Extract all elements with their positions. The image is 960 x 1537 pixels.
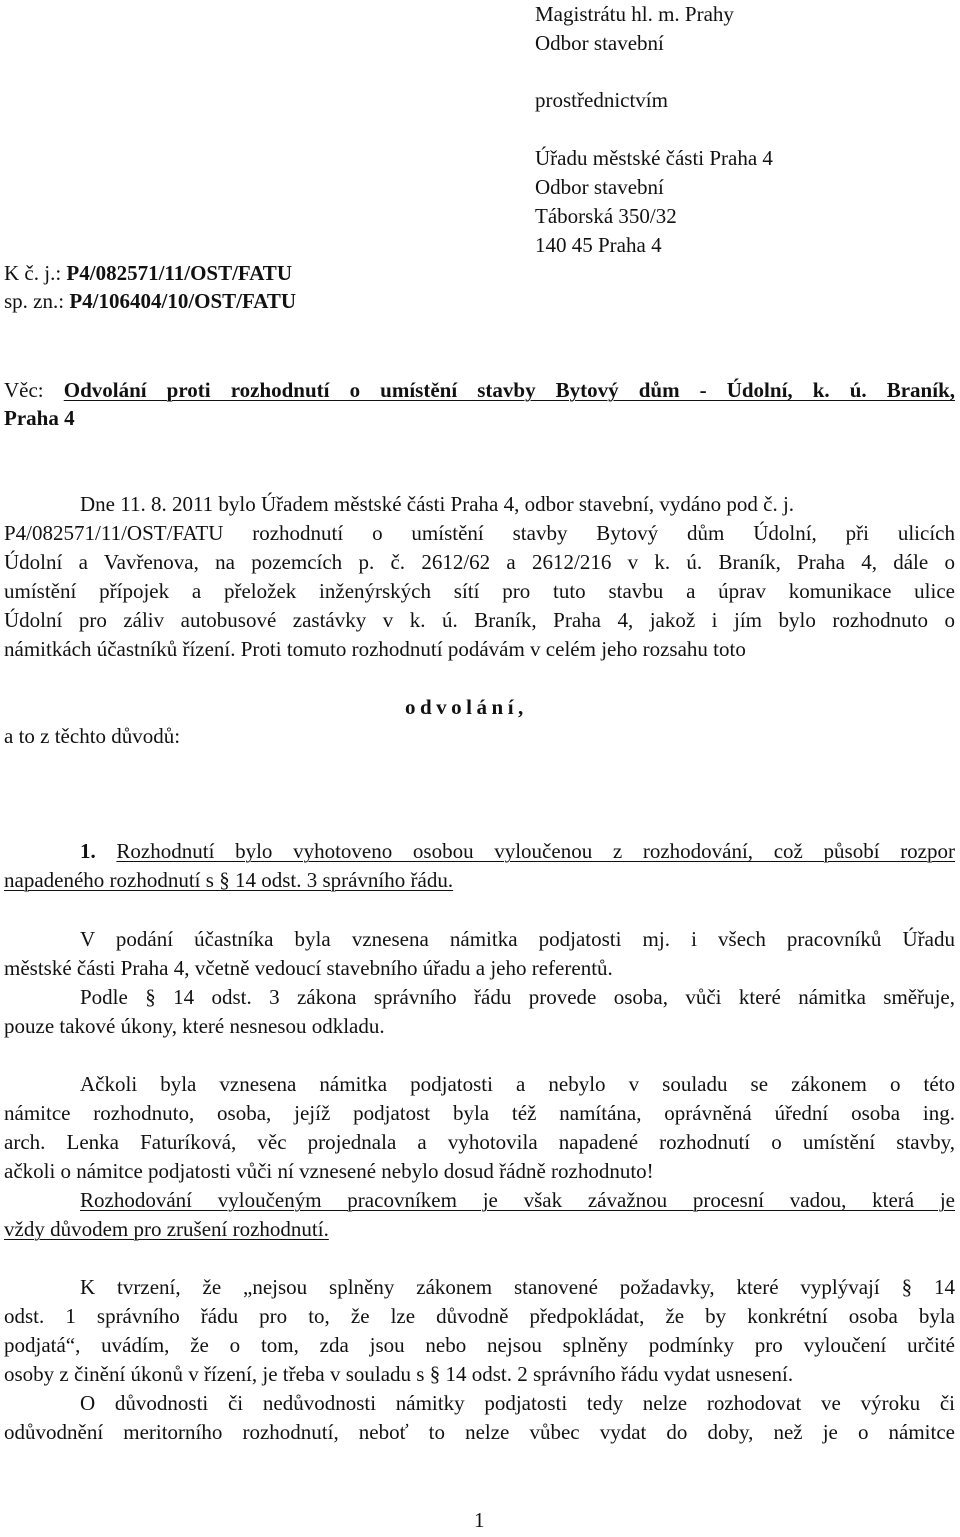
para3-line2: odst. 1 správního řádu pro to, že lze důvodně předpokládat, že by konkrétní osoba byla bbox=[4, 1304, 955, 1328]
para1-line4: pouze takové úkony, které nesnesou odkladu. bbox=[4, 1014, 385, 1038]
recipient-line1: Magistrátu hl. m. Prahy bbox=[535, 2, 734, 26]
intro-line2: P4/082571/11/OST/FATU rozhodnutí o umístění stavby Bytový dům Údolní, při ulicích bbox=[4, 521, 955, 545]
recipient-office1: Úřadu městské části Praha 4 bbox=[535, 146, 773, 170]
point1-number: 1. bbox=[80, 839, 96, 863]
para2-line4: ačkoli o námitce podjatosti vůči ní vznesené nebylo dosud řádně rozhodnuto! bbox=[4, 1159, 654, 1183]
subject-text: Odvolání proti rozhodnutí o umístění stavby Bytový dům - Údolní, k. ú. Braník, bbox=[63, 378, 955, 402]
subject-line2: Praha 4 bbox=[4, 406, 75, 430]
para2-line5: Rozhodování vyloučeným pracovníkem je však závažnou procesní vadou, která je bbox=[80, 1188, 955, 1212]
para1-line1: V podání účastníka byla vznesena námitka podjatosti mj. i všech pracovníků Úřadu bbox=[80, 927, 955, 951]
page-number: 1 bbox=[474, 1508, 485, 1532]
para3-line3: podjatá“, uvádím, že o tom, zda jsou nebo nejsou splněny podmínky pro vyloučení určité bbox=[4, 1333, 955, 1357]
para2-line6: vždy důvodem pro zrušení rozhodnutí. bbox=[4, 1217, 329, 1241]
intro-line3: Údolní a Vavřenova, na pozemcích p. č. 2612/62 a 2612/216 v k. ú. Braník, Praha 4, dále o bbox=[4, 550, 955, 574]
ref-kcj bbox=[4, 260, 292, 286]
subject-line1 bbox=[4, 377, 955, 403]
para2-line1: Ačkoli byla vznesena námitka podjatosti a nebylo v souladu se zákonem o této bbox=[80, 1072, 955, 1096]
recipient-office2: Odbor stavební bbox=[535, 175, 664, 199]
para3-line4: osoby z činění úkonů v řízení, je třeba v souladu s § 14 odst. 2 správního řádu vydat usnesení. bbox=[4, 1362, 794, 1386]
recipient-city: 140 45 Praha 4 bbox=[535, 233, 662, 257]
para1-line2: městské části Praha 4, včetně vedoucí stavebního úřadu a jeho referentů. bbox=[4, 956, 613, 980]
ref-kcj-label: K č. j.: bbox=[4, 261, 62, 285]
ref-kcj-value: P4/082571/11/OST/FATU bbox=[66, 261, 292, 285]
recipient-line2: Odbor stavební bbox=[535, 31, 664, 55]
point1-line2: napadeného rozhodnutí s § 14 odst. 3 správního řádu. bbox=[4, 868, 454, 892]
para2-line3: arch. Lenka Faturíková, věc projednala a vyhotovila napadené rozhodnutí o umístění stavby, bbox=[4, 1130, 955, 1154]
para2-line2: námitce rozhodnuto, osoba, jejíž podjatost byla též namítána, oprávněná úřední osoba ing. bbox=[4, 1101, 955, 1125]
subject-label: Věc: bbox=[4, 378, 44, 402]
para3-line6: odůvodnění meritorního rozhodnutí, neboť to nelze vůbec vydat do doby, než je o námitce bbox=[4, 1420, 955, 1444]
point1-line1 bbox=[80, 838, 955, 864]
ref-spzn-label: sp. zn.: bbox=[4, 289, 65, 313]
intro-line6: námitkách účastníků řízení. Proti tomuto rozhodnutí podávám v celém jeho rozsahu toto bbox=[4, 637, 746, 661]
para1-line3: Podle § 14 odst. 3 zákona správního řádu provede osoba, vůči které námitka směřuje, bbox=[80, 985, 955, 1009]
appeal-heading: odvolání, bbox=[405, 695, 528, 719]
ref-spzn bbox=[4, 288, 296, 314]
point1-text1: Rozhodnutí bylo vyhotoveno osobou vyloučenou z rozhodování, což působí rozpor bbox=[116, 839, 956, 863]
reasons-intro: a to z těchto důvodů: bbox=[4, 724, 181, 748]
intro-line1: Dne 11. 8. 2011 bylo Úřadem městské části Praha 4, odbor stavební, vydáno pod č. j. bbox=[80, 492, 795, 516]
recipient-street: Táborská 350/32 bbox=[535, 204, 677, 228]
ref-spzn-value: P4/106404/10/OST/FATU bbox=[69, 289, 297, 313]
recipient-via: prostřednictvím bbox=[535, 88, 668, 112]
intro-line5: Údolní pro záliv autobusové zastávky v k. ú. Braník, Praha 4, jakož i jím bylo rozhodnuto o bbox=[4, 608, 955, 632]
para3-line1: K tvrzení, že „nejsou splněny zákonem stanovené požadavky, které vyplývají § 14 bbox=[80, 1275, 955, 1299]
para3-line5: O důvodnosti či nedůvodnosti námitky podjatosti tedy nelze rozhodovat ve výroku či bbox=[80, 1391, 955, 1415]
intro-line4: umístění přípojek a přeložek inženýrských sítí pro tuto stavbu a úprav komunikace ulice bbox=[4, 579, 955, 603]
